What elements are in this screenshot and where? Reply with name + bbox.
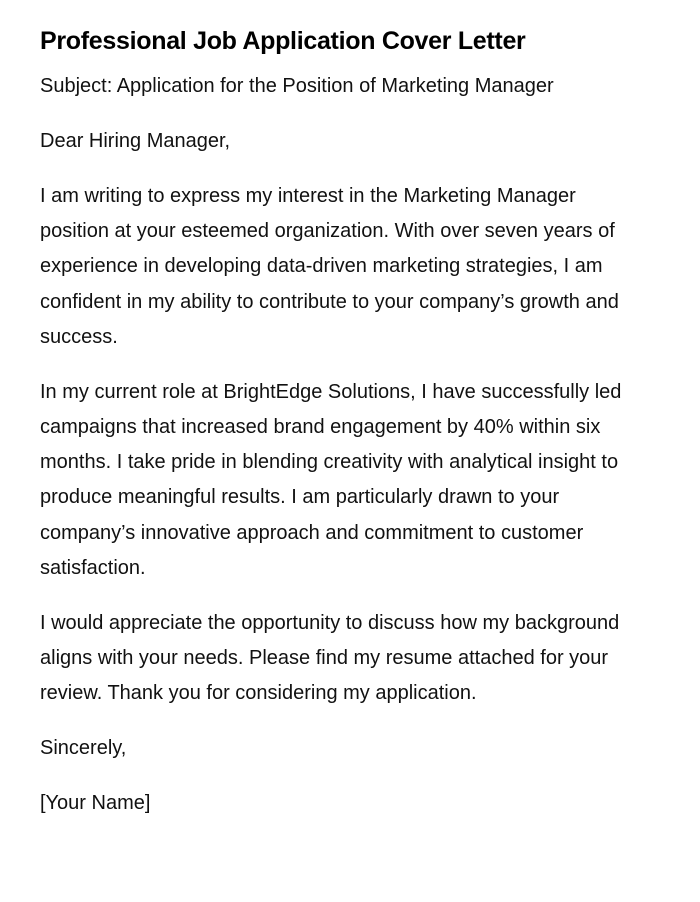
- subject-line: Subject: Application for the Position of Marketing Manager: [40, 75, 554, 97]
- body-paragraph-3: I would appreciate the opportunity to discuss how my background aligns with your needs. Please find my resume attached for your review. Thank you for considering my application.: [40, 611, 620, 705]
- body-paragraph-2: In my current role at BrightEdge Solutions, I have successfully led campaigns that increased brand engagement by 40% within six months. I take pride in blending creativity with analytical insight to produce meaningful results. I am particularly drawn to your company’s innovative approach and commitment to customer satisfaction.: [40, 380, 622, 579]
- closing: Sincerely,: [40, 737, 127, 760]
- cover-letter-page: [40, 22, 650, 841]
- page-title: Professional Job Application Cover Letter: [40, 27, 526, 55]
- salutation: Dear Hiring Manager,: [40, 130, 231, 152]
- signature: [Your Name]: [40, 792, 151, 815]
- body-paragraph-1: I am writing to express my interest in the Marketing Manager position at your esteemed organization. With over seven years of experience in developing data-driven marketing strategies, I am confident in my ability to contribute to your company’s growth and success.: [40, 185, 619, 348]
